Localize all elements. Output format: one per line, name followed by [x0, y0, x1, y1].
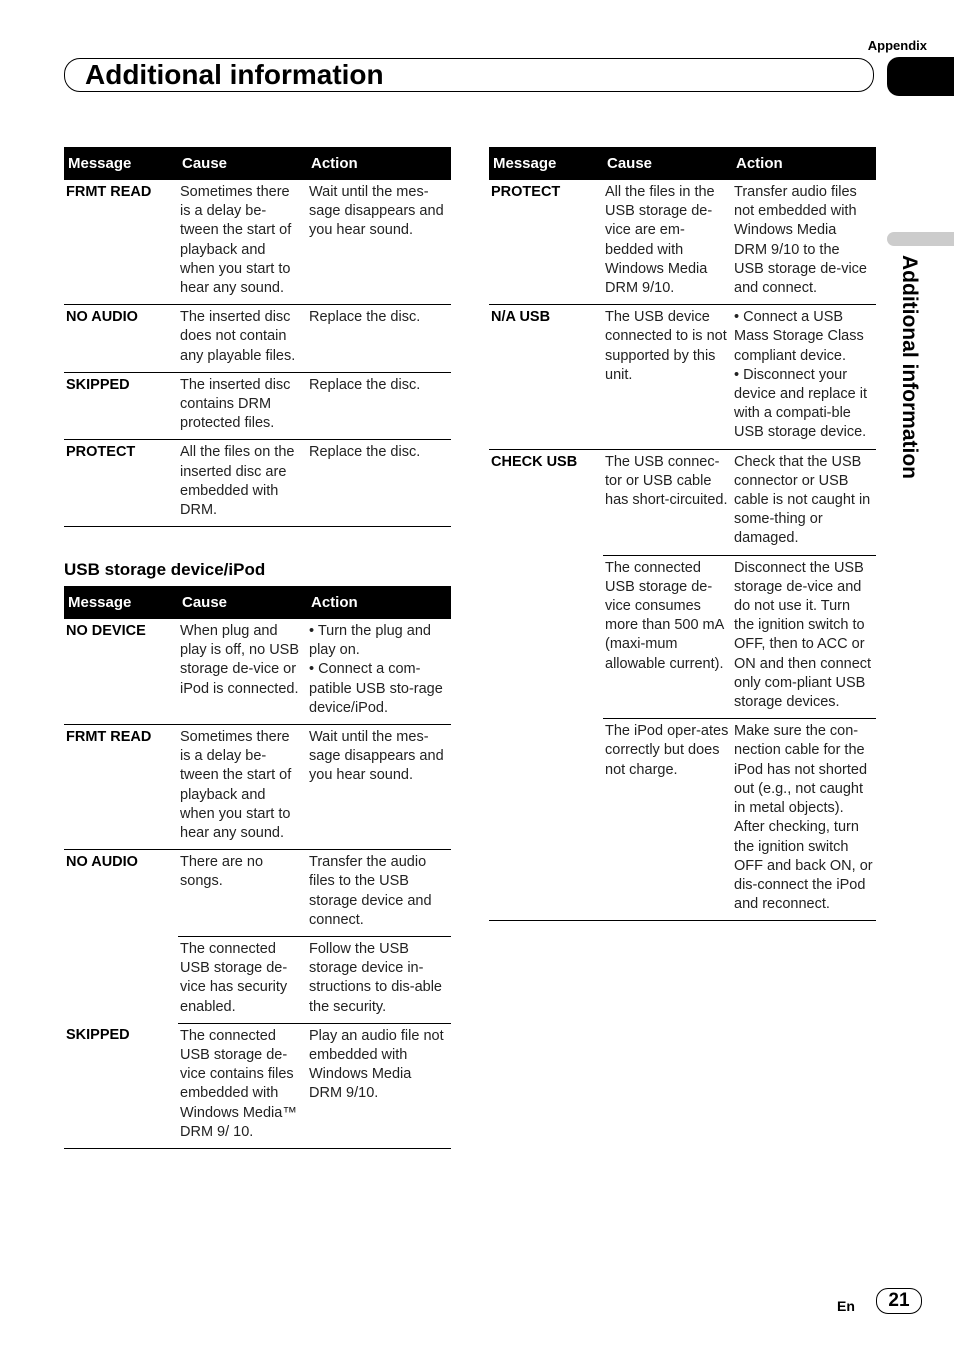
cause-cell: The USB connec-tor or USB cable has short-circuited. — [603, 449, 732, 555]
message-cell: NO AUDIO — [66, 854, 138, 871]
action-cell: Wait until the mes-sage disappears and you hear sound. — [307, 180, 451, 305]
message-cell: SKIPPED — [64, 1023, 178, 1148]
title-bar — [64, 58, 874, 92]
table-row — [64, 440, 451, 527]
table-row — [64, 1023, 451, 1148]
table-row — [64, 619, 451, 725]
section-tab-grey — [887, 232, 954, 246]
cause-cell: All the files in the USB storage de-vice are em-bedded with Windows Media DRM 9/10. — [603, 180, 732, 305]
message-cell: N/A USB — [489, 305, 603, 449]
table-row — [64, 180, 451, 305]
header-cause: Cause — [603, 147, 732, 180]
appendix-label: Appendix — [867, 38, 927, 53]
action-cell: Replace the disc. — [307, 440, 451, 527]
header-action: Action — [732, 147, 876, 180]
language-label: En — [837, 1298, 855, 1314]
action-cell: Play an audio file not embedded with Windows Media DRM 9/10. — [307, 1023, 451, 1148]
usb-message-table — [64, 586, 451, 1149]
action-cell: Wait until the mes-sage disappears and you hear sound. — [307, 725, 451, 850]
action-cell: Make sure the con-nection cable for the iPod has not shorted out (e.g., not caught in metal objects). After checking, turn the ignition switch OFF and back ON, or dis-connect the iPod and reconnect. — [732, 719, 876, 921]
cause-cell: The connected USB storage de-vice consumes more than 500 mA (maxi-mum allowable current). — [603, 555, 732, 719]
action-cell: Transfer the audio files to the USB storage device and connect. — [307, 850, 451, 937]
action-cell: Transfer audio files not embedded with Windows Media DRM 9/10 to the USB storage de-vice and connect. — [732, 180, 876, 305]
usb-section-heading: USB storage device/iPod — [64, 560, 266, 579]
cause-cell: The iPod oper-ates correctly but does not charge. — [603, 719, 732, 921]
message-cell: PROTECT — [489, 180, 603, 305]
message-cell: CHECK USB — [489, 449, 603, 921]
usb-message-table-continued — [489, 147, 876, 921]
cause-cell: There are no songs. — [178, 850, 307, 937]
cause-cell: The inserted disc does not contain any playable files. — [178, 305, 307, 373]
message-cell: FRMT READ — [64, 725, 178, 850]
cause-cell: The connected USB storage de-vice contains files embedded with Windows Media™ DRM 9/ 10. — [178, 1023, 307, 1148]
action-cell: Follow the USB storage device in-structions to dis-able the security. — [307, 937, 451, 1024]
header-message: Message — [64, 586, 178, 619]
action-cell: Replace the disc. — [307, 305, 451, 373]
disc-message-table — [64, 147, 451, 527]
cause-cell: Sometimes there is a delay be-tween the start of playback and when you start to hear any sound. — [178, 180, 307, 305]
cause-cell: The connected USB storage de-vice has security enabled. — [178, 937, 307, 1024]
page-number: 21 — [876, 1288, 922, 1314]
table-header-row — [64, 147, 451, 180]
header-action: Action — [307, 147, 451, 180]
cause-cell: When plug and play is off, no USB storage de-vice or iPod is connected. — [178, 619, 307, 725]
table-row — [64, 372, 451, 440]
header-message: Message — [489, 147, 603, 180]
table-row — [489, 305, 876, 449]
page-title: Additional information — [85, 59, 384, 90]
message-cell: NO DEVICE — [64, 619, 178, 725]
message-cell: NO AUDIO — [64, 305, 178, 373]
message-cell: FRMT READ — [64, 180, 178, 305]
table-row — [64, 850, 451, 937]
action-cell: Replace the disc. — [307, 372, 451, 440]
header-action: Action — [307, 586, 451, 619]
section-tab-black — [887, 57, 954, 96]
header-message: Message — [64, 147, 178, 180]
side-section-label: Additional information — [898, 255, 921, 479]
cause-cell: The inserted disc contains DRM protected files. — [178, 372, 307, 440]
action-cell: Check that the USB connector or USB cable is not caught in some-thing or damaged. — [732, 449, 876, 555]
header-cause: Cause — [178, 586, 307, 619]
cause-cell: The USB device connected to is not supported by this unit. — [603, 305, 732, 449]
header-cause: Cause — [178, 147, 307, 180]
table-row — [489, 449, 876, 555]
action-cell: • Connect a USB Mass Storage Class compliant device. • Disconnect your device and replace it with a compati-ble USB storage device. — [732, 305, 876, 449]
message-cell: SKIPPED — [64, 372, 178, 440]
action-cell: Disconnect the USB storage de-vice and do not use it. Turn the ignition switch to OFF, then to ACC or ON and then connect only com-pliant USB storage devices. — [732, 555, 876, 719]
table-row — [489, 180, 876, 305]
table-row — [64, 305, 451, 373]
cause-cell: Sometimes there is a delay be-tween the start of playback and when you start to hear any sound. — [178, 725, 307, 850]
message-cell: PROTECT — [64, 440, 178, 527]
cause-cell: All the files on the inserted disc are embedded with DRM. — [178, 440, 307, 527]
table-header-row — [489, 147, 876, 180]
table-header-row — [64, 586, 451, 619]
action-cell: • Turn the plug and play on. • Connect a com-patible USB sto-rage device/iPod. — [307, 619, 451, 725]
table-row — [64, 725, 451, 850]
